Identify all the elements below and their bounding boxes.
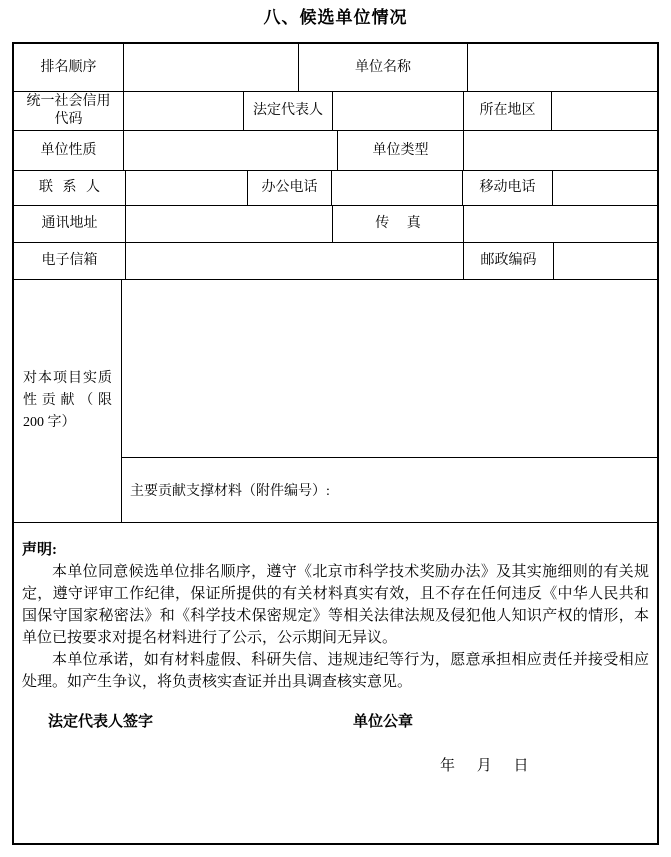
row-nature-type <box>14 131 657 171</box>
mailing-address-field <box>126 206 333 242</box>
contribution-content-field <box>122 280 657 458</box>
declaration-section <box>14 523 657 843</box>
fax-label: 传 真 <box>333 206 464 242</box>
contribution-right-area <box>122 280 657 522</box>
signature-row <box>22 711 649 733</box>
contact-person-label: 联 系 人 <box>14 171 126 205</box>
mobile-phone-label: 移动电话 <box>463 171 553 205</box>
office-phone-label: 办公电话 <box>248 171 332 205</box>
unit-name-label: 单位名称 <box>299 44 468 91</box>
email-field <box>126 243 464 279</box>
unit-name-field <box>468 44 657 91</box>
legal-representative-label: 法定代表人 <box>244 92 333 130</box>
legal-rep-signature-label: 法定代表人签字 <box>48 714 154 730</box>
unit-nature-label: 单位性质 <box>14 131 124 170</box>
row-creditcode-legalrep-region <box>14 92 657 131</box>
postcode-field <box>554 243 657 279</box>
declaration-paragraph-2: 本单位承诺，如有材料虚假、科研失信、违规违纪等行为，愿意承担相应责任并接受相应处理。如产生争议，将负责核实查证并出具调查核实意见。 <box>22 652 649 690</box>
declaration-heading: 声明: <box>22 542 57 558</box>
page-title: 八、候选单位情况 <box>263 8 408 27</box>
office-phone-field <box>332 171 463 205</box>
unit-nature-field <box>124 131 338 170</box>
mobile-phone-field <box>553 171 657 205</box>
credit-code-label: 统一社会信用代码 <box>14 92 124 130</box>
contribution-label: 对本项目实质性贡献（限 200 字） <box>14 280 122 522</box>
fax-field <box>464 206 657 242</box>
credit-code-field <box>124 92 244 130</box>
support-material-label: 主要贡献支撑材料（附件编号）: <box>130 484 330 499</box>
legal-representative-field <box>333 92 464 130</box>
candidate-unit-table <box>12 42 659 845</box>
rank-order-field <box>124 44 299 91</box>
row-address-fax <box>14 206 657 243</box>
row-rank-unitname <box>14 44 657 92</box>
declaration-paragraph-1: 本单位同意候选单位排名顺序，遵守《北京市科学技术奖励办法》及其实施细则的有关规定，遵守评审工作纪律，保证所提供的有关材料真实有效，且不存在任何违反《中华人民共和国保守国家秘密法》和《科学技术保密规定》等相关法律法规及侵犯他人知识产权的情形，本单位已按要求对提名材料进行了公示，公示期间无异议。 <box>22 564 649 646</box>
contact-person-field <box>126 171 248 205</box>
date-row <box>22 755 649 777</box>
unit-seal-label: 单位公章 <box>353 714 414 730</box>
unit-type-field <box>464 131 657 170</box>
email-label: 电子信箱 <box>14 243 126 279</box>
year-month-day-label: 年 月 日 <box>440 758 529 774</box>
row-contact-phones <box>14 171 657 206</box>
support-material-cell <box>122 458 657 522</box>
region-label: 所在地区 <box>464 92 552 130</box>
contribution-section <box>14 280 657 523</box>
unit-type-label: 单位类型 <box>338 131 464 170</box>
row-email-postcode <box>14 243 657 280</box>
rank-order-label: 排名顺序 <box>14 44 124 91</box>
mailing-address-label: 通讯地址 <box>14 206 126 242</box>
region-field <box>552 92 657 130</box>
postcode-label: 邮政编码 <box>464 243 554 279</box>
